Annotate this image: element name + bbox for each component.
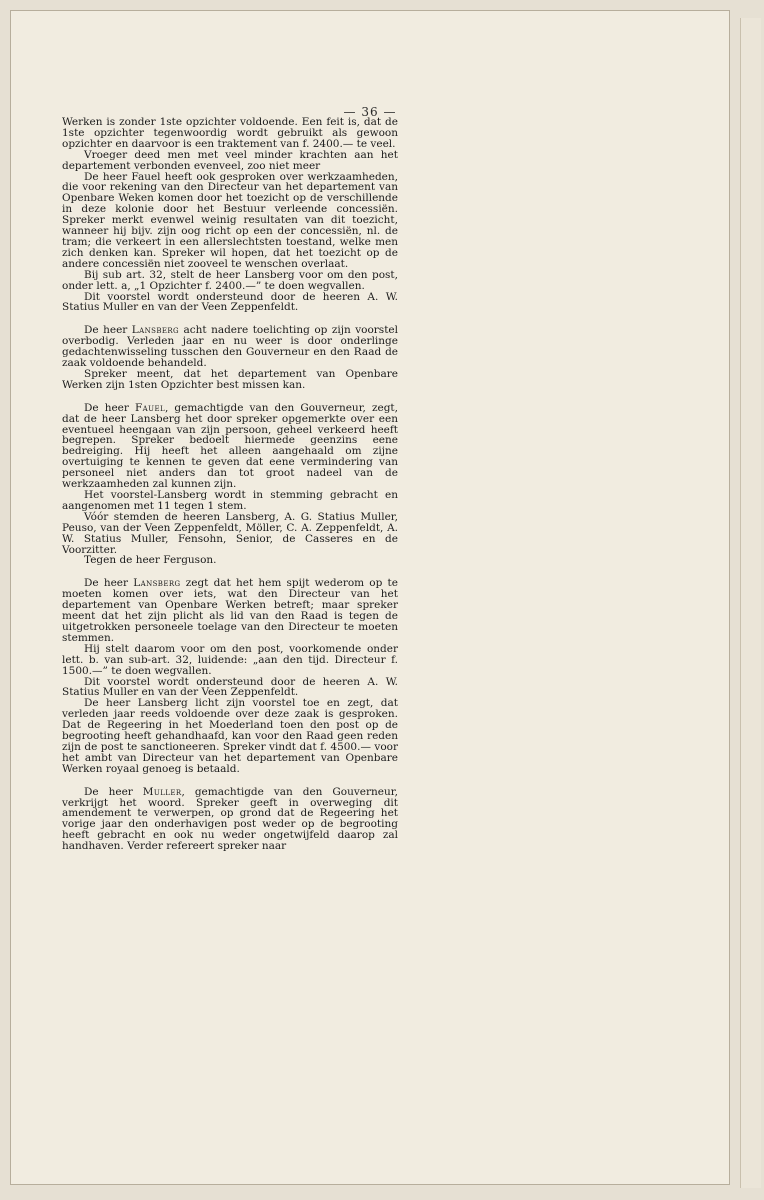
paragraph: Spreker meent, dat het departement van Openbare Werken zijn 1sten Opzichter best missen kan. [62,367,398,391]
paragraph: Werken is zonder 1ste opzichter voldoende. Een feit is, dat de 1ste opzichter tegenwoordig wordt gebruikt als gewoon opzichter en daarvoor is een traktement van f. 2400.— te veel. [62,116,398,150]
paragraph: Bij sub art. 32, stelt de heer Lansberg voor om den post, onder lett. a, „1 Opzichter f. 2400.—” te doen wegvallen. [62,268,398,292]
document-page [10,10,730,1185]
adjacent-page-edge [740,18,761,1188]
paragraph: Tegen de heer Ferguson. [84,554,217,567]
speaker-name: Muller [142,785,182,798]
paragraph: De heer Fauel, gemachtigde van den Gouverneur, zegt, dat de heer Lansberg het door spreker opgemerkte over een eventueel heengaan van zijn persoon, geheel verkeerd heeft begrepen. Spreker bedoelt hiermede geenzins eene bedreiging. Hij heeft het alleen aangehaald om zijne overtuiging te kennen te geven dat eene vermindering van personeel niet anders dan tot groot nadeel van de werkzaamheden zal kunnen zijn. [62,401,398,491]
page-number: — 36 — [343,105,397,119]
paragraph: Vroeger deed men met veel minder krachten aan het departement verbonden evenveel, zoo niet meer [62,148,398,172]
paragraph: De heer Lansberg zegt dat het hem spijt wederom op te moeten komen over iets, wat den Directeur van het departement van Openbare Werken betreft; maar spreker meent dat het zijn plicht als lid van den Raad is tegen de uitgetrokken personeele toelage van den Directeur te moeten stemmen. [62,577,398,644]
paragraph: De heer Lansberg licht zijn voorstel toe en zegt, dat verleden jaar reeds voldoende over deze zaak is gesproken. Dat de Regeering in het Moederland toen den post op de begrooting heeft gehandhaafd, kan voor den Raad geen reden zijn de post te sanctioneeren. Spreker vindt dat f. 4500.— voor het ambt van Directeur van het departement van Openbare Werken royaal genoeg is betaald. [62,697,398,775]
body-text-column [62,117,398,852]
paragraph: Dit voorstel wordt ondersteund door de heeren A. W. Statius Muller en van der Veen Zeppenfeldt. [62,675,398,699]
speaker-name: Lansberg [131,324,180,337]
paragraph: De heer Muller, gemachtigde van den Gouverneur, verkrijgt het woord. Spreker geeft in overweging dit amendement te verwerpen, op grond dat de Regeering het vorige jaar den onderhavigen post weder op de begrooting heeft gebracht en ook nu weder ongetwijfeld daarop zal handhaven. Verder refereert spreker naar [62,785,398,853]
speaker-name: Lansberg [133,577,181,590]
paragraph: Het voorstel-Lansberg wordt in stemming gebracht en aangenomen met 11 tegen 1 stem. [62,489,398,512]
paragraph: Hij stelt daarom voor om den post, voorkomende onder lett. b. van sub-art. 32, luidende: „aan den tijd. Directeur f. 1500.—” te doen wegvallen. [62,642,398,677]
paragraph: Dit voorstel wordt ondersteund door de heeren A. W. Statius Muller en van der Veen Zeppenfeldt. [62,290,398,314]
paragraph: Vóór stemden de heeren Lansberg, A. G. Statius Muller, Peuso, van der Veen Zeppenfeldt, Möller, C. A. Zeppenfeldt, A. W. Statius Muller, Fensohn, Senior, de Casseres en de Voorzitter. [62,510,398,556]
paragraph: De heer Lansberg acht nadere toelichting op zijn voorstel overbodig. Verleden jaar en nu weer is door onderlinge gedachtenwisseling tusschen den Gouverneur en den Raad de zaak voldoende behandeld. [62,324,398,370]
speaker-name: Fauel [135,401,165,414]
paragraph: De heer Fauel heeft ook gesproken over werkzaamheden, die voor rekening van den Directeur van het departement van Openbare Weken komen door het toezicht op de verschillende in deze kolonie door het Bestuur verleende concessiën. Spreker merkt evenwel weinig resultaten van dit toezicht, wanneer hij bijv. zijn oog richt op een der concessiën, nl. de tram; die verkeert in een allerslechtsten toestand, welke men zich denken kan. Spreker wil hopen, dat het toezicht op de andere concessiën niet zooveel te wenschen overlaat. [62,170,398,270]
